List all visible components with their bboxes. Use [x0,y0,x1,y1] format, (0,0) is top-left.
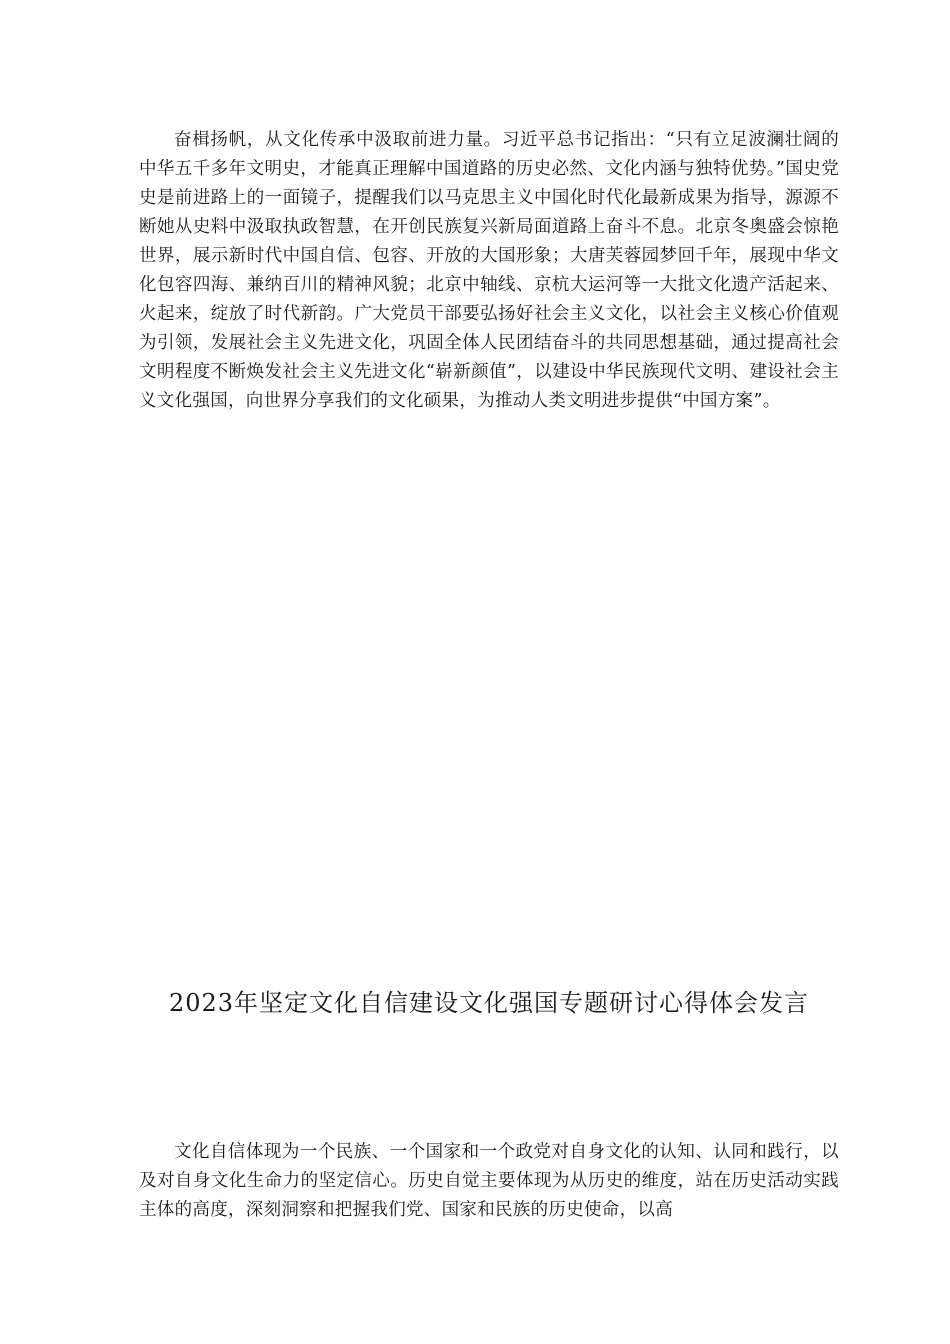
section-heading: 2023年坚定文化自信建设文化强国专题研讨心得体会发言 [168,989,810,1017]
body-paragraph: 奋楫扬帆，从文化传承中汲取前进力量。习近平总书记指出：“只有立足波澜壮阔的中华五千多年文明史，才能真正理解中国道路的历史必然、文化内涵与独特优势。”国史党史是前进路上的一面镜子，提醒我们以马克思主义中国化时代化最新成果为指导，源源不断她从史料中汲取执政智慧，在开创民族复兴新局面道路上奋斗不息。北京冬奥盛会惊艳世界，展示新时代中国自信、包容、开放的大国形象；大唐芙蓉园梦回千年，展现中华文化包容四海、兼纳百川的精神风貌；北京中轴线、京杭大运河等一大批文化遗产活起来、火起来，绽放了时代新韵。广大党员干部要弘扬好社会主义文化，以社会主义核心价值观为引领，发展社会主义先进文化，巩固全体人民团结奋斗的共同思想基础，通过提高社会文明程度不断焕发社会主义先进文化“崭新颜值”，以建设中华民族现代文明、建设社会主义文化强国，向世界分享我们的文化硕果，为推动人类文明进步提供“中国方案”。 [139,130,839,411]
body-paragraph: 文化自信体现为一个民族、一个国家和一个政党对自身文化的认知、认同和践行，以及对自身文化生命力的坚定信心。历史自觉主要体现为从历史的维度，站在历史活动实践主体的高度，深刻洞察和把握我们党、国家和民族的历史使命，以高 [139,1142,839,1220]
